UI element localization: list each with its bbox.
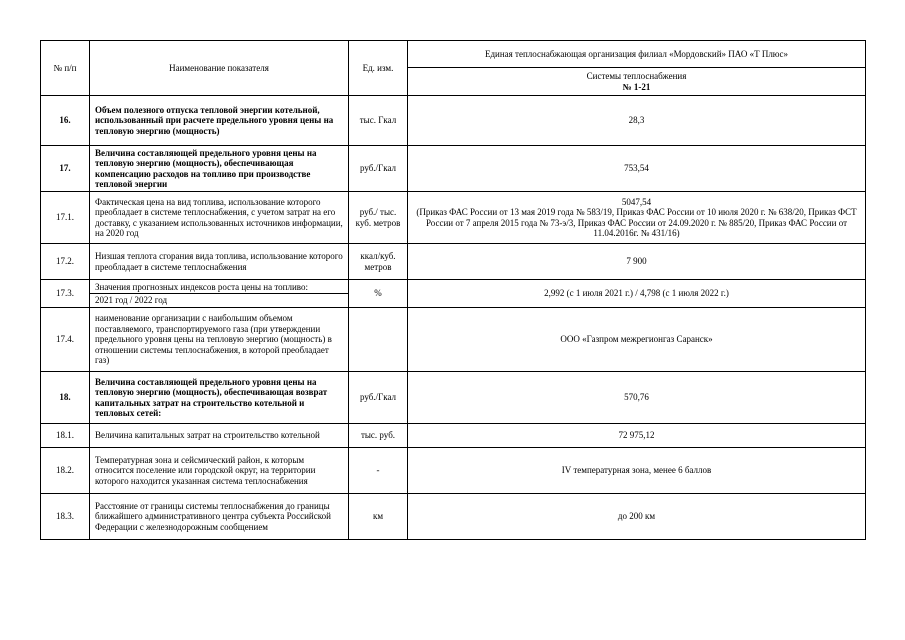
row-name-bottom: 2021 год / 2022 год <box>95 295 168 305</box>
row-num: 17.2. <box>41 244 90 280</box>
header-systems <box>408 68 866 96</box>
header-systems-line2: № 1-21 <box>622 81 651 92</box>
row-value: 2,992 (с 1 июля 2021 г.) / 4,798 (с 1 июля 2022 г.) <box>408 280 866 308</box>
row-value: 570,76 <box>408 372 866 424</box>
row-value-source: (Приказ ФАС России от 13 мая 2019 года № 583/19, Приказ ФАС России от 10 июля 2020 г. № 638/20, Приказ ФСТ России от 7 апреля 2015 года № 73-э/3, Приказ ФАС России от 24.09.2020 г. № 885/20, Приказ ФАС России от 11.04.2016г. № 431/16) <box>416 207 857 238</box>
row-value: до 200 км <box>408 494 866 540</box>
row-name: Величина капитальных затрат на строительство котельной <box>90 424 349 448</box>
header-name: Наименование показателя <box>90 41 349 96</box>
row-unit: км <box>349 494 408 540</box>
row-value: 28,3 <box>408 96 866 146</box>
row-num: 17. <box>41 146 90 192</box>
table-row <box>41 372 866 424</box>
table-row <box>41 280 866 308</box>
table-row <box>41 308 866 372</box>
row-num: 17.3. <box>41 280 90 308</box>
row-unit: - <box>349 448 408 494</box>
header-num: № п/п <box>41 41 90 96</box>
row-value: IV температурная зона, менее 6 баллов <box>408 448 866 494</box>
row-unit: ккал/куб. метров <box>349 244 408 280</box>
row-name: Фактическая цена на вид топлива, использование которого преобладает в системе теплоснабжения, с учетом затрат на его доставку, с указанием использованных источников информации, на 2020 год <box>90 192 349 244</box>
row-num: 17.4. <box>41 308 90 372</box>
table-row <box>41 192 866 244</box>
row-name: Величина составляющей предельного уровня цены на тепловую энергию (мощность), обеспечивающая компенсацию расходов на топливо при производстве тепловой энергии <box>90 146 349 192</box>
table-row <box>41 96 866 146</box>
row-unit: руб./Гкал <box>349 146 408 192</box>
row-num: 17.1. <box>41 192 90 244</box>
header-org: Единая теплоснабжающая организация филиал «Мордовский» ПАО «Т Плюс» <box>408 41 866 68</box>
row-value: 72 975,12 <box>408 424 866 448</box>
row-name-top: Значения прогнозных индексов роста цены на топливо: <box>90 282 348 295</box>
row-value: ООО «Газпром межрегионгаз Саранск» <box>408 308 866 372</box>
row-num: 18.1. <box>41 424 90 448</box>
row-name: наименование организации с наибольшим объемом поставляемого, транспортируемого газа (при утверждении предельного уровня цены на тепловую энергию (мощность) в отношении системы теплоснабжения, в которой преобладает газ) <box>90 308 349 372</box>
row-unit: тыс. руб. <box>349 424 408 448</box>
row-num: 16. <box>41 96 90 146</box>
row-unit <box>349 308 408 372</box>
row-name <box>90 280 349 308</box>
row-name: Расстояние от границы системы теплоснабжения до границы ближайшего административного центра субъекта Российской Федерации с железнодорожным сообщением <box>90 494 349 540</box>
table-row <box>41 244 866 280</box>
table-row <box>41 424 866 448</box>
row-unit: руб./ тыс. куб. метров <box>349 192 408 244</box>
row-value: 7 900 <box>408 244 866 280</box>
row-num: 18. <box>41 372 90 424</box>
row-name: Температурная зона и сейсмический район, к которым относится поселение или городской округ, на территории которого находится указанная система теплоснабжения <box>90 448 349 494</box>
table-row <box>41 448 866 494</box>
row-value: 753,54 <box>408 146 866 192</box>
row-value-main: 5047,54 <box>621 196 652 207</box>
row-value <box>408 192 866 244</box>
row-name: Низшая теплота сгорания вида топлива, использование которого преобладает в системе теплоснабжения <box>90 244 349 280</box>
row-unit: тыс. Гкал <box>349 96 408 146</box>
table-row <box>41 146 866 192</box>
row-name: Величина составляющей предельного уровня цены на тепловую энергию (мощность), обеспечивающая возврат капитальных затрат на строительство котельной и тепловых сетей: <box>90 372 349 424</box>
row-unit: % <box>349 280 408 308</box>
header-unit: Ед. изм. <box>349 41 408 96</box>
indicator-table <box>40 40 866 540</box>
row-unit: руб./Гкал <box>349 372 408 424</box>
row-num: 18.3. <box>41 494 90 540</box>
row-name: Объем полезного отпуска тепловой энергии котельной, использованный при расчете предельного уровня цены на тепловую энергию (мощность) <box>90 96 349 146</box>
row-num: 18.2. <box>41 448 90 494</box>
header-systems-line1: Системы теплоснабжения <box>586 71 687 81</box>
table-row <box>41 494 866 540</box>
